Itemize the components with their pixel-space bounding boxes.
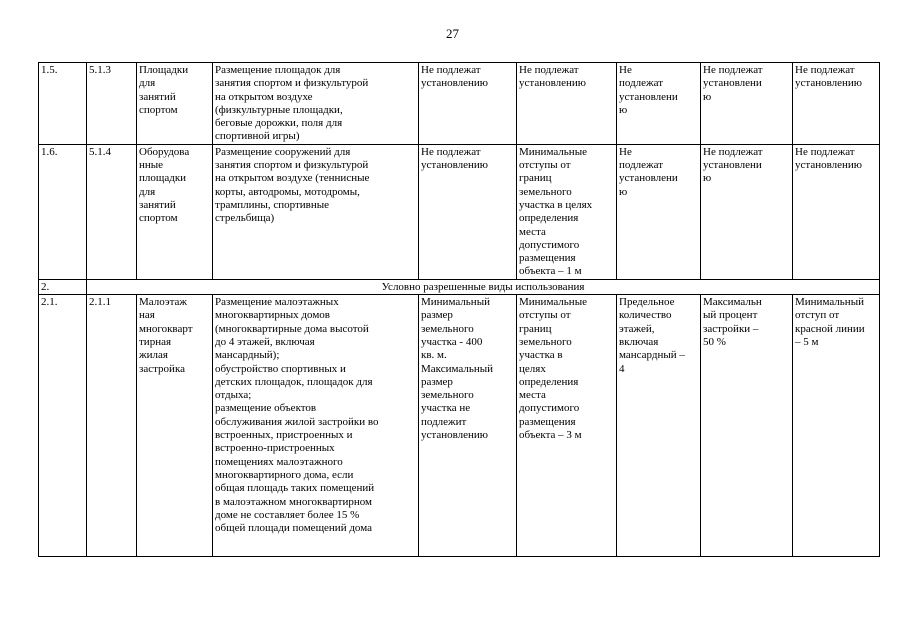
row-number-cell: 1.6.: [39, 144, 87, 279]
row-number-cell: 1.5.: [39, 63, 87, 145]
use-name-cell: Малоэтаж ная многокварт тирная жилая застройка: [137, 295, 213, 557]
section-title: Условно разрешенные виды использования: [87, 279, 880, 294]
table-row: [39, 295, 880, 557]
red-line-cell: Не подлежат установлению: [793, 144, 880, 279]
red-line-cell: Не подлежат установлению: [793, 63, 880, 145]
code-cell: 5.1.3: [87, 63, 137, 145]
table-row: [39, 144, 880, 279]
description-cell: Размещение сооружений для занятия спортом и физкультурой на открытом воздухе (теннисные корты, автодромы, мотодромы, трамплины, спортивные стрельбища): [213, 144, 419, 279]
page-number: 27: [446, 26, 459, 41]
description-cell: Размещение малоэтажных многоквартирных домов (многоквартирные дома высотой до 4 этажей, включая мансардный); обустройство спортивных и детских площадок, площадок для отдыха; размещение объектов обслуживания жилой застройки во встроенных, пристроенных и встроенно-пристроенных помещениях малоэтажного многоквартирного дома, если общая площадь таких помещений в малоэтажном многоквартирном доме не составляет более 15 % общей площади помещений дома: [213, 295, 419, 557]
description-cell: Размещение площадок для занятия спортом и физкультурой на открытом воздухе (физкультурные площадки, беговые дорожки, поля для спортивной игры): [213, 63, 419, 145]
floors-cell: Предельное количество этажей, включая мансардный – 4: [617, 295, 701, 557]
coverage-cell: Максимальн ый процент застройки – 50 %: [701, 295, 793, 557]
red-line-cell: Минимальный отступ от красной линии – 5 м: [793, 295, 880, 557]
code-cell: 2.1.1: [87, 295, 137, 557]
setback-cell: Минимальные отступы от границ земельного участка в целях определения места допустимого размещения объекта – 1 м: [517, 144, 617, 279]
use-name-cell: Оборудова нные площадки для занятий спортом: [137, 144, 213, 279]
coverage-cell: Не подлежат установлени ю: [701, 144, 793, 279]
plot-size-cell: Не подлежат установлению: [419, 63, 517, 145]
code-cell: 5.1.4: [87, 144, 137, 279]
plot-size-cell: Не подлежат установлению: [419, 144, 517, 279]
row-number-cell: 2.1.: [39, 295, 87, 557]
plot-size-cell: Минимальный размер земельного участка - 400 кв. м. Максимальный размер земельного участка не подлежит установлению: [419, 295, 517, 557]
setback-cell: Не подлежат установлению: [517, 63, 617, 145]
regulations-table: [38, 62, 880, 557]
use-name-cell: Площадки для занятий спортом: [137, 63, 213, 145]
section-number-cell: 2.: [39, 279, 87, 294]
coverage-cell: Не подлежат установлени ю: [701, 63, 793, 145]
floors-cell: Не подлежат установлени ю: [617, 144, 701, 279]
section-row: [39, 279, 880, 294]
setback-cell: Минимальные отступы от границ земельного участка в целях определения места допустимого размещения объекта – 3 м: [517, 295, 617, 557]
floors-cell: Не подлежат установлени ю: [617, 63, 701, 145]
table-row: [39, 63, 880, 145]
